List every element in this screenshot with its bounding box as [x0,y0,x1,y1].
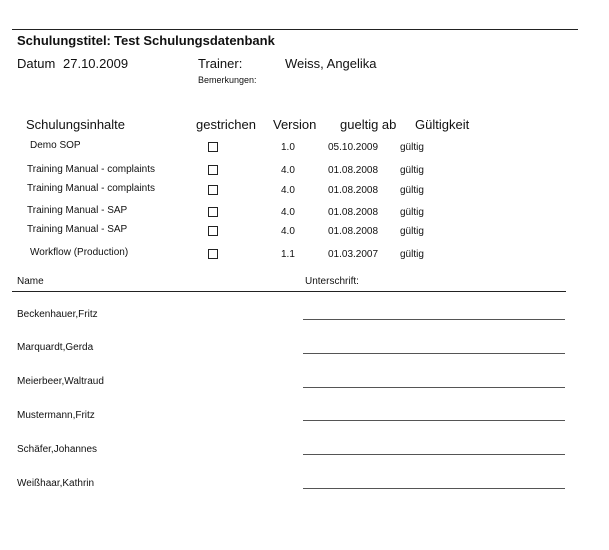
signature-line [303,454,565,455]
participant-name: Mustermann,Fritz [17,410,95,421]
content-name: Training Manual - SAP [27,205,128,216]
participants-name-header: Name [17,276,44,287]
column-header-valid-from: gueltig ab [340,117,397,132]
participant-name: Meierbeer,Waltraud [17,376,104,387]
signature-line [303,420,565,421]
participant-name: Marquardt,Gerda [17,342,94,353]
content-version: 1.0 [281,142,295,153]
signature-line [303,353,565,354]
participants-signature-header: Unterschrift: [305,276,359,287]
content-validity: gültig [400,226,424,237]
content-version: 4.0 [281,207,295,218]
content-version: 1.1 [281,249,295,260]
struck-checkbox[interactable] [208,142,218,152]
content-name: Demo SOP [30,140,81,151]
trainer-value: Weiss, Angelika [285,56,377,71]
content-validity: gültig [400,165,424,176]
title-value: Test Schulungsdatenbank [114,33,275,48]
struck-checkbox[interactable] [208,207,218,217]
content-name: Training Manual - SAP [27,224,128,235]
signature-line [303,488,565,489]
content-version: 4.0 [281,226,295,237]
column-header-contents: Schulungsinhalte [26,117,126,132]
content-name: Training Manual - complaints [27,164,156,175]
participant-name: Weißhaar,Kathrin [17,478,95,489]
content-valid-from: 01.08.2008 [328,165,379,176]
signature-line [303,319,565,320]
title-label: Schulungstitel: [17,33,111,48]
top-rule [12,29,578,30]
content-validity: gültig [400,142,424,153]
column-header-struck: gestrichen [196,117,256,132]
date-value: 27.10.2009 [63,56,129,71]
content-valid-from: 01.03.2007 [328,249,379,260]
trainer-label: Trainer: [198,56,243,71]
remarks-label: Bemerkungen: [198,75,257,85]
column-header-validity: Gültigkeit [415,117,470,132]
signature-line [303,387,565,388]
content-valid-from: 01.08.2008 [328,207,379,218]
struck-checkbox[interactable] [208,249,218,259]
content-version: 4.0 [281,185,295,196]
struck-checkbox[interactable] [208,165,218,175]
struck-checkbox[interactable] [208,226,218,236]
content-validity: gültig [400,249,424,260]
content-name: Workflow (Production) [30,247,129,258]
participant-name: Beckenhauer,Fritz [17,309,98,320]
content-validity: gültig [400,207,424,218]
date-label: Datum [17,56,56,71]
column-header-version: Version [273,117,317,132]
content-validity: gültig [400,185,424,196]
content-version: 4.0 [281,165,295,176]
content-valid-from: 01.08.2008 [328,185,379,196]
participants-rule [12,291,566,292]
content-name: Training Manual - complaints [27,183,156,194]
struck-checkbox[interactable] [208,185,218,195]
participant-name: Schäfer,Johannes [17,444,98,455]
content-valid-from: 01.08.2008 [328,226,379,237]
content-valid-from: 05.10.2009 [328,142,379,153]
